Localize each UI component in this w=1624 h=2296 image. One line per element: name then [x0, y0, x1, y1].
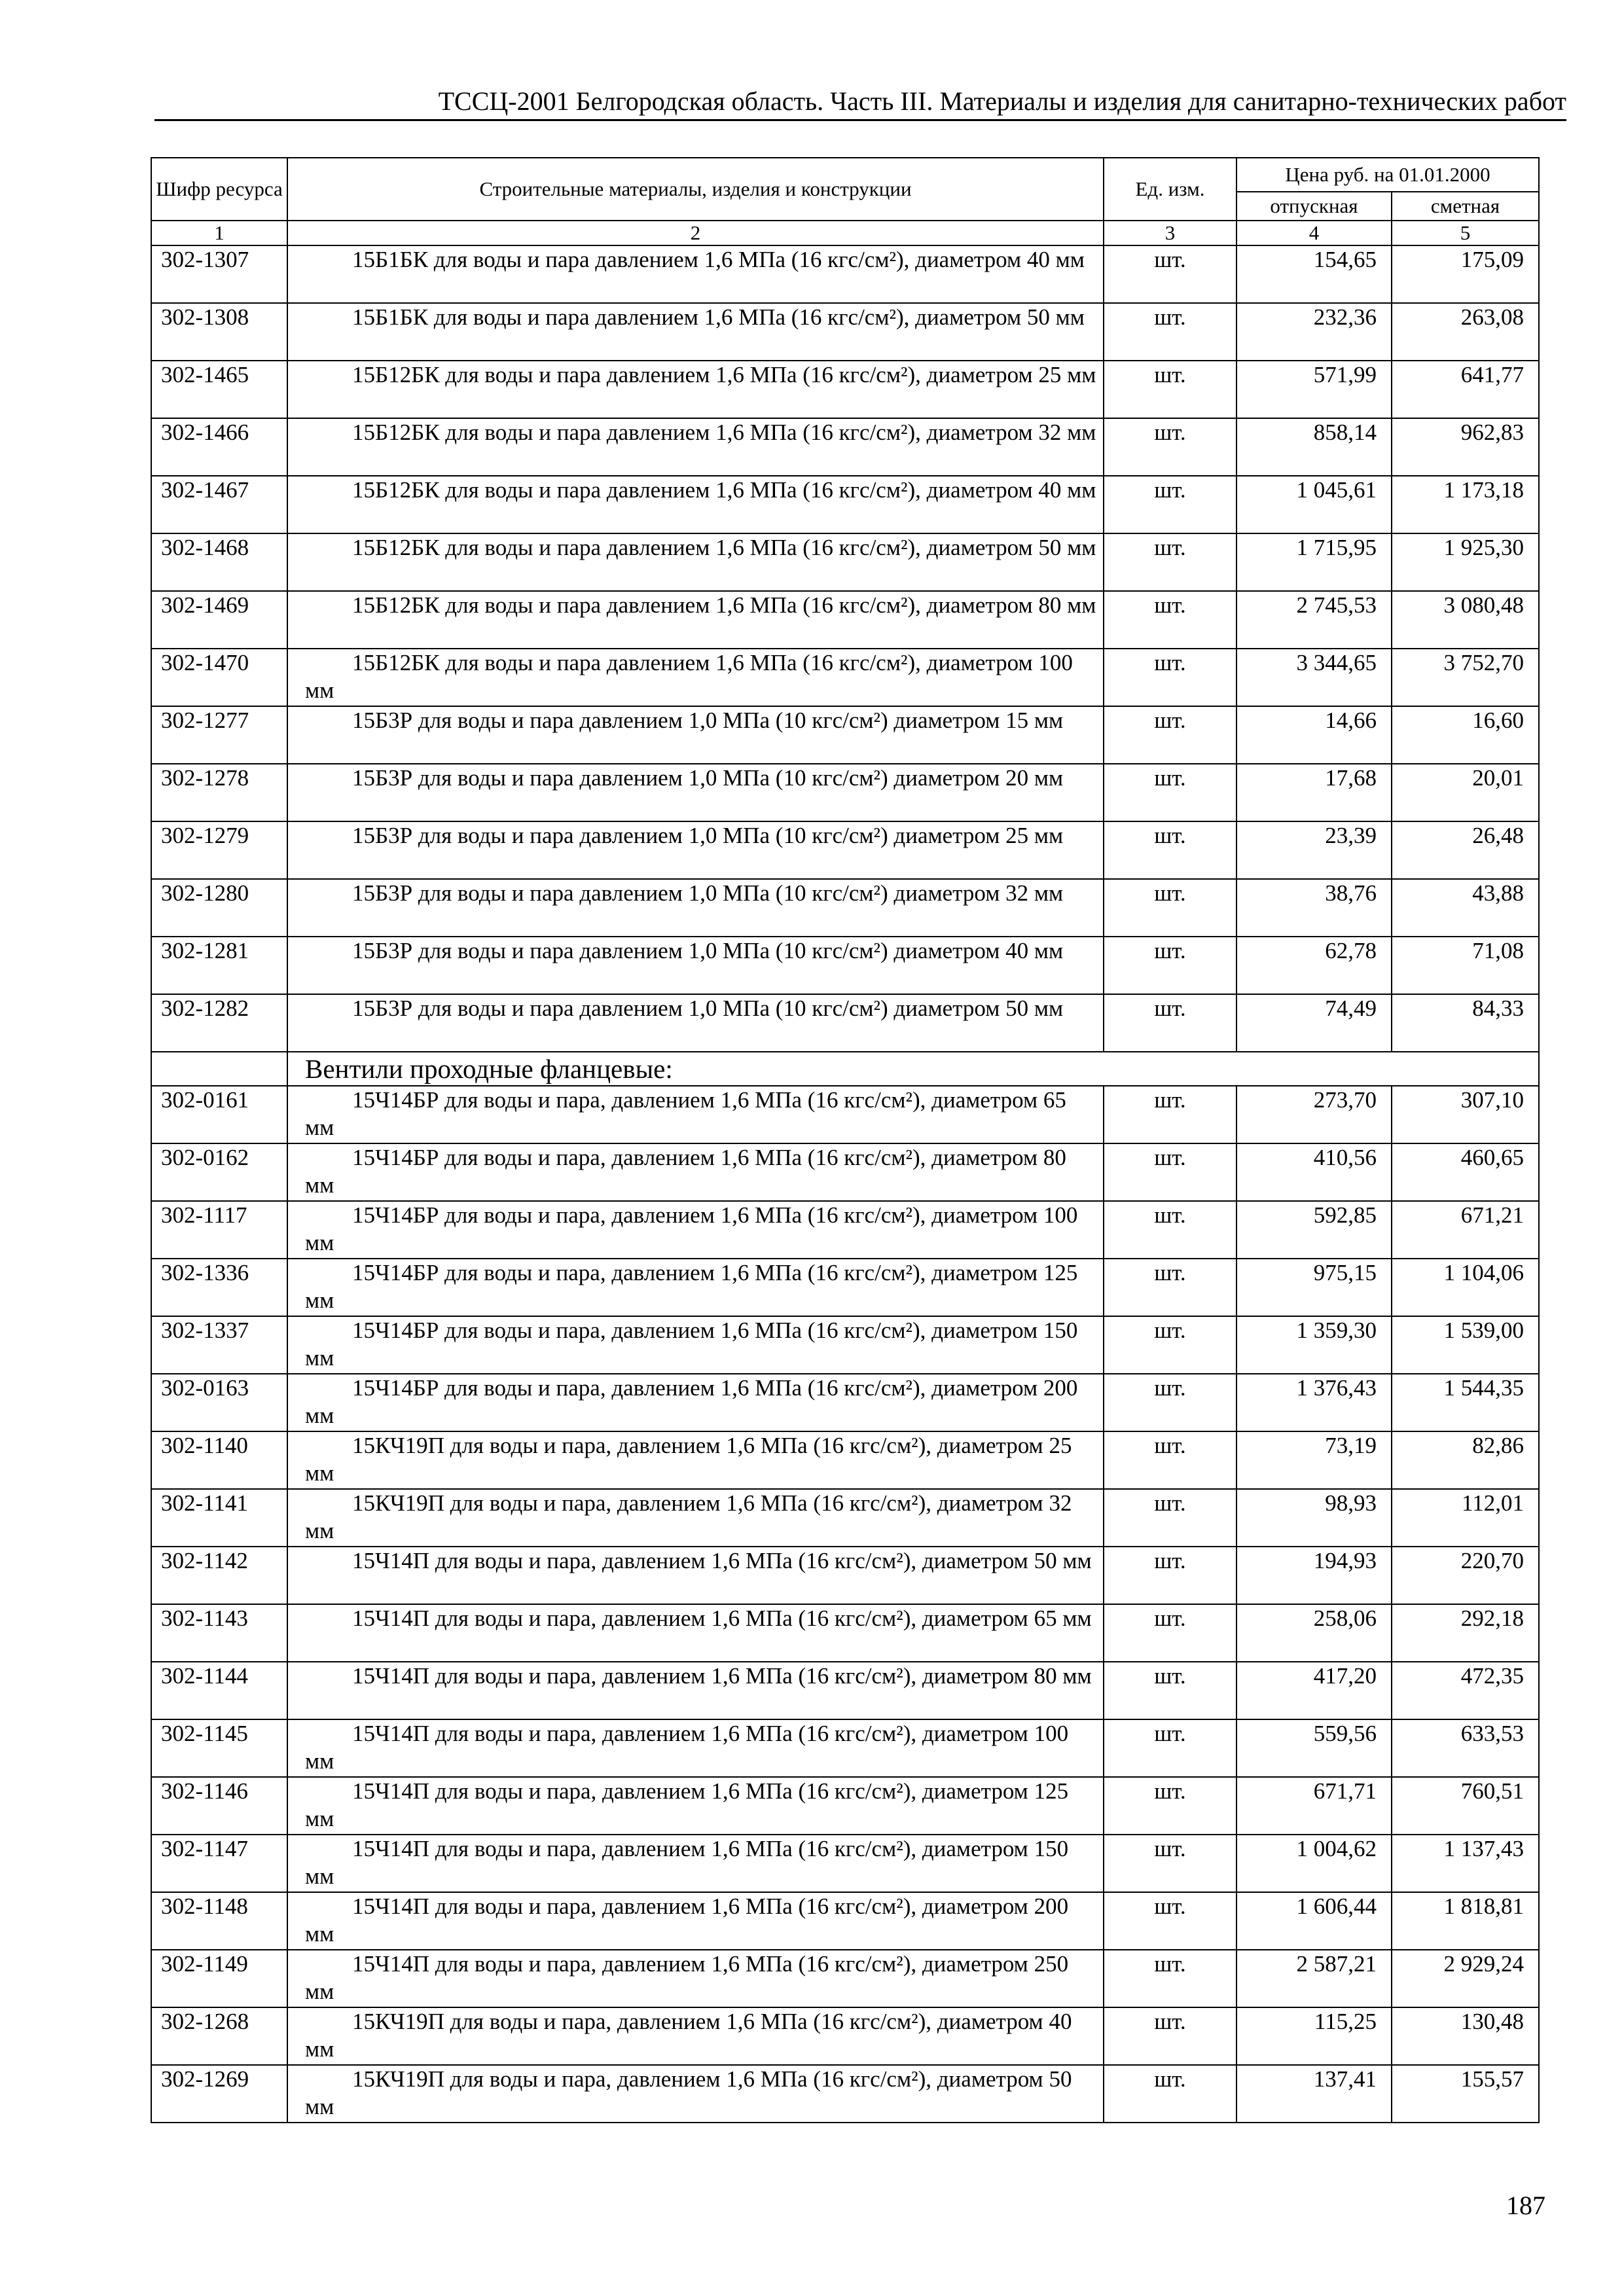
unit-of-measure: шт.	[1104, 649, 1236, 706]
estimate-price: 3 752,70	[1392, 649, 1539, 706]
estimate-price: 175,09	[1392, 245, 1539, 303]
resource-code: 302-1148	[151, 1892, 287, 1950]
table-row	[151, 1547, 1539, 1604]
table-row	[151, 245, 1539, 303]
material-description: 15Б12БК для воды и пара давлением 1,6 МПа (16 кгс/см²), диаметром 32 мм	[287, 418, 1104, 476]
release-price: 1 045,61	[1236, 476, 1392, 533]
release-price: 273,70	[1236, 1086, 1392, 1143]
resource-code: 302-1467	[151, 476, 287, 533]
unit-of-measure: шт.	[1104, 1777, 1236, 1835]
unit-of-measure: шт.	[1104, 937, 1236, 994]
release-price: 975,15	[1236, 1259, 1392, 1316]
unit-of-measure: шт.	[1104, 1835, 1236, 1892]
table-row	[151, 937, 1539, 994]
material-description: 15КЧ19П для воды и пара, давлением 1,6 МПа (16 кгс/см²), диаметром 50 мм	[287, 2065, 1104, 2123]
unit-of-measure: шт.	[1104, 1086, 1236, 1143]
table-row	[151, 1374, 1539, 1431]
estimate-price: 1 544,35	[1392, 1374, 1539, 1431]
unit-of-measure: шт.	[1104, 1489, 1236, 1547]
release-price: 194,93	[1236, 1547, 1392, 1604]
unit-of-measure: шт.	[1104, 476, 1236, 533]
estimate-price: 1 104,06	[1392, 1259, 1539, 1316]
unit-of-measure: шт.	[1104, 1374, 1236, 1431]
estimate-price: 1 818,81	[1392, 1892, 1539, 1950]
table-row	[151, 591, 1539, 649]
release-price: 62,78	[1236, 937, 1392, 994]
column-header-release-price: отпускная	[1236, 192, 1392, 221]
unit-of-measure: шт.	[1104, 418, 1236, 476]
resource-code: 302-1280	[151, 879, 287, 937]
estimate-price: 84,33	[1392, 994, 1539, 1052]
unit-of-measure: шт.	[1104, 1950, 1236, 2007]
resource-code: 302-1268	[151, 2007, 287, 2065]
material-description: 15Ч14БР для воды и пара, давлением 1,6 МПа (16 кгс/см²), диаметром 80 мм	[287, 1143, 1104, 1201]
table-row	[151, 1201, 1539, 1259]
release-price: 17,68	[1236, 764, 1392, 821]
table-row	[151, 1719, 1539, 1777]
resource-code: 302-1277	[151, 706, 287, 764]
estimate-price: 112,01	[1392, 1489, 1539, 1547]
resource-code: 302-1145	[151, 1719, 287, 1777]
unit-of-measure: шт.	[1104, 1143, 1236, 1201]
release-price: 417,20	[1236, 1662, 1392, 1719]
material-description: 15Ч14П для воды и пара, давлением 1,6 МПа (16 кгс/см²), диаметром 125 мм	[287, 1777, 1104, 1835]
release-price: 73,19	[1236, 1431, 1392, 1489]
column-header-price-group: Цена руб. на 01.01.2000	[1236, 158, 1539, 192]
estimate-price: 472,35	[1392, 1662, 1539, 1719]
resource-code: 302-1147	[151, 1835, 287, 1892]
unit-of-measure: шт.	[1104, 303, 1236, 361]
material-description: 15Б12БК для воды и пара давлением 1,6 МПа (16 кгс/см²), диаметром 80 мм	[287, 591, 1104, 649]
unit-of-measure: шт.	[1104, 1316, 1236, 1374]
resource-code: 302-1140	[151, 1431, 287, 1489]
section-heading-group	[151, 1052, 1539, 1086]
column-number: 1	[151, 221, 287, 245]
release-price: 858,14	[1236, 418, 1392, 476]
header-rule	[154, 119, 1566, 121]
resource-code: 302-1149	[151, 1950, 287, 2007]
unit-of-measure: шт.	[1104, 2007, 1236, 2065]
table-row	[151, 994, 1539, 1052]
material-description: 15Ч14П для воды и пара, давлением 1,6 МПа (16 кгс/см²), диаметром 150 мм	[287, 1835, 1104, 1892]
unit-of-measure: шт.	[1104, 1892, 1236, 1950]
price-table	[151, 157, 1540, 2123]
estimate-price: 26,48	[1392, 821, 1539, 879]
release-price: 3 344,65	[1236, 649, 1392, 706]
unit-of-measure: шт.	[1104, 821, 1236, 879]
material-description: 15Б3Р для воды и пара давлением 1,0 МПа (10 кгс/см²) диаметром 50 мм	[287, 994, 1104, 1052]
release-price: 115,25	[1236, 2007, 1392, 2065]
table-row	[151, 361, 1539, 418]
table-row	[151, 418, 1539, 476]
release-price: 592,85	[1236, 1201, 1392, 1259]
resource-code: 302-1336	[151, 1259, 287, 1316]
table-body-bottom	[151, 1086, 1539, 2123]
unit-of-measure: шт.	[1104, 591, 1236, 649]
table-row	[151, 1316, 1539, 1374]
unit-of-measure: шт.	[1104, 1604, 1236, 1662]
material-description: 15Ч14БР для воды и пара, давлением 1,6 МПа (16 кгс/см²), диаметром 65 мм	[287, 1086, 1104, 1143]
resource-code: 302-0163	[151, 1374, 287, 1431]
column-header-estimate-price: сметная	[1392, 192, 1539, 221]
estimate-price: 43,88	[1392, 879, 1539, 937]
unit-of-measure: шт.	[1104, 706, 1236, 764]
release-price: 1 359,30	[1236, 1316, 1392, 1374]
unit-of-measure: шт.	[1104, 994, 1236, 1052]
resource-code: 302-1117	[151, 1201, 287, 1259]
unit-of-measure: шт.	[1104, 245, 1236, 303]
resource-code: 302-0162	[151, 1143, 287, 1201]
estimate-price: 2 929,24	[1392, 1950, 1539, 2007]
release-price: 1 606,44	[1236, 1892, 1392, 1950]
material-description: 15Б12БК для воды и пара давлением 1,6 МПа (16 кгс/см²), диаметром 40 мм	[287, 476, 1104, 533]
estimate-price: 1 539,00	[1392, 1316, 1539, 1374]
column-number: 5	[1392, 221, 1539, 245]
material-description: 15Б12БК для воды и пара давлением 1,6 МПа (16 кгс/см²), диаметром 100 мм	[287, 649, 1104, 706]
page-number: 187	[1506, 2191, 1545, 2220]
resource-code: 302-1307	[151, 245, 287, 303]
estimate-price: 1 137,43	[1392, 1835, 1539, 1892]
resource-code: 302-1142	[151, 1547, 287, 1604]
release-price: 2 587,21	[1236, 1950, 1392, 2007]
material-description: 15Ч14П для воды и пара, давлением 1,6 МПа (16 кгс/см²), диаметром 50 мм	[287, 1547, 1104, 1604]
release-price: 232,36	[1236, 303, 1392, 361]
release-price: 137,41	[1236, 2065, 1392, 2123]
estimate-price: 82,86	[1392, 1431, 1539, 1489]
estimate-price: 220,70	[1392, 1547, 1539, 1604]
estimate-price: 16,60	[1392, 706, 1539, 764]
unit-of-measure: шт.	[1104, 2065, 1236, 2123]
release-price: 2 745,53	[1236, 591, 1392, 649]
section-heading: Вентили проходные фланцевые:	[287, 1052, 1539, 1086]
resource-code: 302-1466	[151, 418, 287, 476]
release-price: 1 376,43	[1236, 1374, 1392, 1431]
material-description: 15Б12БК для воды и пара давлением 1,6 МПа (16 кгс/см²), диаметром 50 мм	[287, 533, 1104, 591]
estimate-price: 292,18	[1392, 1604, 1539, 1662]
unit-of-measure: шт.	[1104, 1547, 1236, 1604]
table-row	[151, 533, 1539, 591]
estimate-price: 760,51	[1392, 1777, 1539, 1835]
material-description: 15Ч14П для воды и пара, давлением 1,6 МПа (16 кгс/см²), диаметром 80 мм	[287, 1662, 1104, 1719]
resource-code: 302-1308	[151, 303, 287, 361]
unit-of-measure: шт.	[1104, 1431, 1236, 1489]
material-description: 15Ч14БР для воды и пара, давлением 1,6 МПа (16 кгс/см²), диаметром 150 мм	[287, 1316, 1104, 1374]
material-description: 15Б3Р для воды и пара давлением 1,0 МПа (10 кгс/см²) диаметром 25 мм	[287, 821, 1104, 879]
estimate-price: 962,83	[1392, 418, 1539, 476]
material-description: 15Ч14БР для воды и пара, давлением 1,6 МПа (16 кгс/см²), диаметром 125 мм	[287, 1259, 1104, 1316]
material-description: 15Б1БК для воды и пара давлением 1,6 МПа (16 кгс/см²), диаметром 50 мм	[287, 303, 1104, 361]
table-row	[151, 2065, 1539, 2123]
table-row	[151, 1086, 1539, 1143]
table-row	[151, 1604, 1539, 1662]
estimate-price: 633,53	[1392, 1719, 1539, 1777]
table-row	[151, 706, 1539, 764]
resource-code: 302-1468	[151, 533, 287, 591]
estimate-price: 71,08	[1392, 937, 1539, 994]
unit-of-measure: шт.	[1104, 879, 1236, 937]
resource-code: 302-1141	[151, 1489, 287, 1547]
estimate-price: 1 925,30	[1392, 533, 1539, 591]
column-header-code: Шифр ресурса	[151, 158, 287, 221]
estimate-price: 263,08	[1392, 303, 1539, 361]
material-description: 15Б3Р для воды и пара давлением 1,0 МПа (10 кгс/см²) диаметром 20 мм	[287, 764, 1104, 821]
release-price: 74,49	[1236, 994, 1392, 1052]
release-price: 14,66	[1236, 706, 1392, 764]
release-price: 98,93	[1236, 1489, 1392, 1547]
table-row	[151, 1835, 1539, 1892]
column-header-name: Строительные материалы, изделия и конструкции	[287, 158, 1104, 221]
release-price: 154,65	[1236, 245, 1392, 303]
column-number: 4	[1236, 221, 1392, 245]
estimate-price: 641,77	[1392, 361, 1539, 418]
unit-of-measure: шт.	[1104, 533, 1236, 591]
resource-code: 302-0161	[151, 1086, 287, 1143]
resource-code: 302-1279	[151, 821, 287, 879]
unit-of-measure: шт.	[1104, 1662, 1236, 1719]
material-description: 15Б3Р для воды и пара давлением 1,0 МПа (10 кгс/см²) диаметром 32 мм	[287, 879, 1104, 937]
resource-code: 302-1470	[151, 649, 287, 706]
estimate-price: 307,10	[1392, 1086, 1539, 1143]
document-header-title: ТССЦ-2001 Белгородская область. Часть III. Материалы и изделия для санитарно-технических работ	[438, 86, 1566, 116]
column-number: 3	[1104, 221, 1236, 245]
estimate-price: 3 080,48	[1392, 591, 1539, 649]
material-description: 15Ч14П для воды и пара, давлением 1,6 МПа (16 кгс/см²), диаметром 200 мм	[287, 1892, 1104, 1950]
section-heading-spacer	[151, 1052, 287, 1086]
release-price: 571,99	[1236, 361, 1392, 418]
estimate-price: 155,57	[1392, 2065, 1539, 2123]
material-description: 15Ч14П для воды и пара, давлением 1,6 МПа (16 кгс/см²), диаметром 65 мм	[287, 1604, 1104, 1662]
table-row	[151, 1143, 1539, 1201]
resource-code: 302-1337	[151, 1316, 287, 1374]
table-row	[151, 1662, 1539, 1719]
material-description: 15Ч14БР для воды и пара, давлением 1,6 МПа (16 кгс/см²), диаметром 200 мм	[287, 1374, 1104, 1431]
table-row	[151, 879, 1539, 937]
material-description: 15Ч14БР для воды и пара, давлением 1,6 МПа (16 кгс/см²), диаметром 100 мм	[287, 1201, 1104, 1259]
material-description: 15КЧ19П для воды и пара, давлением 1,6 МПа (16 кгс/см²), диаметром 32 мм	[287, 1489, 1104, 1547]
material-description: 15Б1БК для воды и пара давлением 1,6 МПа (16 кгс/см²), диаметром 40 мм	[287, 245, 1104, 303]
unit-of-measure: шт.	[1104, 764, 1236, 821]
estimate-price: 130,48	[1392, 2007, 1539, 2065]
estimate-price: 1 173,18	[1392, 476, 1539, 533]
release-price: 559,56	[1236, 1719, 1392, 1777]
table-row	[151, 821, 1539, 879]
release-price: 1 004,62	[1236, 1835, 1392, 1892]
unit-of-measure: шт.	[1104, 1719, 1236, 1777]
table-row	[151, 764, 1539, 821]
release-price: 258,06	[1236, 1604, 1392, 1662]
material-description: 15Ч14П для воды и пара, давлением 1,6 МПа (16 кгс/см²), диаметром 100 мм	[287, 1719, 1104, 1777]
column-number: 2	[287, 221, 1104, 245]
section-heading-row	[151, 1052, 1539, 1086]
table-body-top	[151, 245, 1539, 1052]
table-row	[151, 476, 1539, 533]
table-row	[151, 303, 1539, 361]
material-description: 15КЧ19П для воды и пара, давлением 1,6 МПа (16 кгс/см²), диаметром 25 мм	[287, 1431, 1104, 1489]
table-row	[151, 1777, 1539, 1835]
unit-of-measure: шт.	[1104, 361, 1236, 418]
unit-of-measure: шт.	[1104, 1201, 1236, 1259]
material-description: 15Б3Р для воды и пара давлением 1,0 МПа (10 кгс/см²) диаметром 40 мм	[287, 937, 1104, 994]
material-description: 15Б3Р для воды и пара давлением 1,0 МПа (10 кгс/см²) диаметром 15 мм	[287, 706, 1104, 764]
table-row	[151, 1431, 1539, 1489]
table-row	[151, 2007, 1539, 2065]
resource-code: 302-1465	[151, 361, 287, 418]
release-price: 23,39	[1236, 821, 1392, 879]
table-row	[151, 1489, 1539, 1547]
material-description: 15Б12БК для воды и пара давлением 1,6 МПа (16 кгс/см²), диаметром 25 мм	[287, 361, 1104, 418]
resource-code: 302-1278	[151, 764, 287, 821]
unit-of-measure: шт.	[1104, 1259, 1236, 1316]
table-row	[151, 649, 1539, 706]
release-price: 1 715,95	[1236, 533, 1392, 591]
estimate-price: 20,01	[1392, 764, 1539, 821]
resource-code: 302-1144	[151, 1662, 287, 1719]
column-header-unit: Ед. изм.	[1104, 158, 1236, 221]
resource-code: 302-1146	[151, 1777, 287, 1835]
estimate-price: 460,65	[1392, 1143, 1539, 1201]
resource-code: 302-1269	[151, 2065, 287, 2123]
resource-code: 302-1281	[151, 937, 287, 994]
resource-code: 302-1282	[151, 994, 287, 1052]
table-row	[151, 1892, 1539, 1950]
release-price: 38,76	[1236, 879, 1392, 937]
estimate-price: 671,21	[1392, 1201, 1539, 1259]
material-description: 15Ч14П для воды и пара, давлением 1,6 МПа (16 кгс/см²), диаметром 250 мм	[287, 1950, 1104, 2007]
column-number-row	[151, 221, 1539, 245]
resource-code: 302-1469	[151, 591, 287, 649]
material-description: 15КЧ19П для воды и пара, давлением 1,6 МПа (16 кгс/см²), диаметром 40 мм	[287, 2007, 1104, 2065]
release-price: 410,56	[1236, 1143, 1392, 1201]
release-price: 671,71	[1236, 1777, 1392, 1835]
table-row	[151, 1950, 1539, 2007]
resource-code: 302-1143	[151, 1604, 287, 1662]
table-row	[151, 1259, 1539, 1316]
